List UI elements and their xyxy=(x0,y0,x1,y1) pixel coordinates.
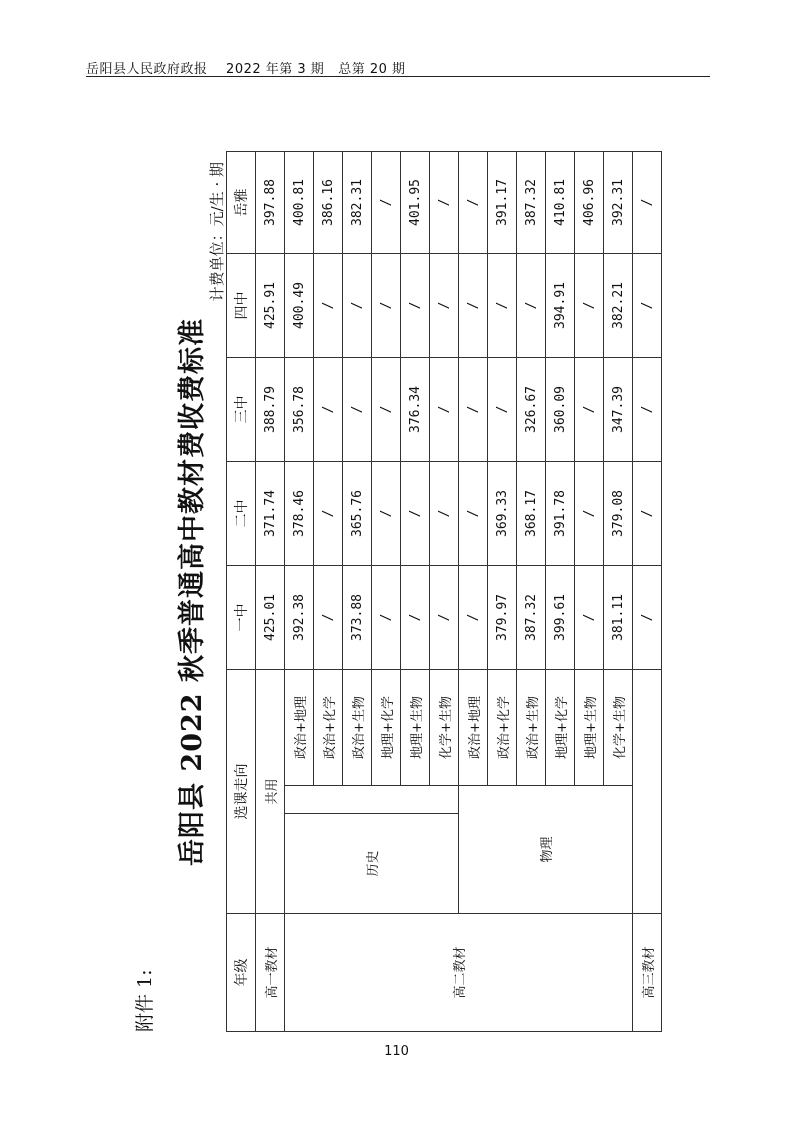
fee-cell: / xyxy=(343,253,372,357)
header-school: 一中 xyxy=(227,565,256,669)
fee-table xyxy=(226,151,662,1032)
fee-cell: 382.31 xyxy=(343,151,372,253)
direction-cell: 地理+生物 xyxy=(575,669,604,785)
fee-cell: 399.61 xyxy=(546,565,575,669)
publication-name: 岳阳县人民政府政报 xyxy=(86,62,208,77)
fee-cell: / xyxy=(314,357,343,461)
fee-cell: 368.17 xyxy=(517,461,546,565)
rotated-content xyxy=(130,152,657,1032)
table-row xyxy=(285,151,314,1031)
page-number: 110 xyxy=(384,1044,409,1059)
fee-cell: 386.16 xyxy=(314,151,343,253)
fee-cell: 369.33 xyxy=(488,461,517,565)
fee-cell: 425.91 xyxy=(256,253,285,357)
fee-cell: / xyxy=(459,253,488,357)
fee-cell: / xyxy=(430,253,459,357)
fee-cell: / xyxy=(372,357,401,461)
fee-cell: / xyxy=(430,357,459,461)
fee-cell: / xyxy=(575,253,604,357)
fee-cell: 391.78 xyxy=(546,461,575,565)
page-header xyxy=(86,58,710,77)
fee-cell: / xyxy=(488,357,517,461)
fee-cell: / xyxy=(633,253,662,357)
fee-cell: 326.67 xyxy=(517,357,546,461)
fee-cell: 400.49 xyxy=(285,253,314,357)
subject-group-label: 物理 xyxy=(459,786,633,914)
fee-cell: / xyxy=(401,461,430,565)
fee-cell: / xyxy=(401,253,430,357)
direction-cell xyxy=(633,669,662,913)
table-row xyxy=(633,151,662,1031)
table-row xyxy=(256,151,285,1031)
fee-cell: / xyxy=(372,151,401,253)
fee-cell: / xyxy=(633,357,662,461)
fee-cell: 400.81 xyxy=(285,151,314,253)
fee-cell: / xyxy=(430,565,459,669)
fee-cell: / xyxy=(633,565,662,669)
fee-cell: / xyxy=(314,253,343,357)
table-row xyxy=(459,151,488,1031)
fee-cell: 401.95 xyxy=(401,151,430,253)
header-grade: 年级 xyxy=(227,914,256,1032)
total-issue-number: 总第 20 期 xyxy=(338,62,406,77)
grade-label: 高三教材 xyxy=(633,914,662,1032)
fee-cell: 373.88 xyxy=(343,565,372,669)
fee-cell: 360.09 xyxy=(546,357,575,461)
fee-cell: / xyxy=(314,565,343,669)
direction-cell: 地理+化学 xyxy=(546,669,575,785)
header-school: 三中 xyxy=(227,357,256,461)
header-school: 岳雅 xyxy=(227,151,256,253)
header-school: 二中 xyxy=(227,461,256,565)
direction-cell: 共用 xyxy=(256,669,285,913)
direction-cell: 化学+生物 xyxy=(430,669,459,785)
fee-cell: / xyxy=(459,357,488,461)
fee-cell: / xyxy=(517,253,546,357)
direction-cell: 化学+生物 xyxy=(604,669,633,785)
fee-cell: 356.78 xyxy=(285,357,314,461)
fee-cell: 379.97 xyxy=(488,565,517,669)
direction-cell: 政治+生物 xyxy=(343,669,372,785)
fee-cell: 388.79 xyxy=(256,357,285,461)
fee-cell: / xyxy=(575,357,604,461)
fee-cell: / xyxy=(401,565,430,669)
fee-cell: / xyxy=(575,565,604,669)
fee-cell: 347.39 xyxy=(604,357,633,461)
fee-cell: 394.91 xyxy=(546,253,575,357)
fee-cell: 397.88 xyxy=(256,151,285,253)
unit-note: 计费单位：元/生 · 期 xyxy=(208,162,226,302)
subject-group-label: 历史 xyxy=(285,814,459,914)
fee-cell: / xyxy=(459,565,488,669)
fee-cell: / xyxy=(633,461,662,565)
fee-cell: 391.17 xyxy=(488,151,517,253)
spacer-cell xyxy=(285,786,459,814)
fee-cell: 382.21 xyxy=(604,253,633,357)
direction-cell: 政治+生物 xyxy=(517,669,546,785)
fee-cell: 376.34 xyxy=(401,357,430,461)
fee-cell: / xyxy=(430,461,459,565)
fee-cell: 392.31 xyxy=(604,151,633,253)
fee-cell: 425.01 xyxy=(256,565,285,669)
fee-cell: 406.96 xyxy=(575,151,604,253)
direction-cell: 政治+化学 xyxy=(314,669,343,785)
fee-cell: / xyxy=(343,357,372,461)
grade-label: 高一教材 xyxy=(256,914,285,1032)
fee-cell: 387.32 xyxy=(517,565,546,669)
fee-cell: / xyxy=(575,461,604,565)
header-school: 四中 xyxy=(227,253,256,357)
document-title: 岳阳县 2022 秋季普通高中教材费收费标准 xyxy=(177,318,208,866)
fee-cell: / xyxy=(372,461,401,565)
fee-cell: 410.81 xyxy=(546,151,575,253)
issue-number: 2022 年第 3 期 xyxy=(226,62,325,77)
fee-cell: / xyxy=(633,151,662,253)
fee-cell: 392.38 xyxy=(285,565,314,669)
fee-cell: / xyxy=(372,565,401,669)
direction-cell: 政治+地理 xyxy=(459,669,488,785)
fee-cell: / xyxy=(372,253,401,357)
direction-cell: 政治+化学 xyxy=(488,669,517,785)
attachment-label: 附件 1: xyxy=(134,969,156,1032)
direction-cell: 政治+地理 xyxy=(285,669,314,785)
grade-label: 高二教材 xyxy=(285,914,633,1032)
fee-cell: 379.08 xyxy=(604,461,633,565)
direction-cell: 地理+化学 xyxy=(372,669,401,785)
fee-cell: 365.76 xyxy=(343,461,372,565)
fee-cell: 387.32 xyxy=(517,151,546,253)
header-direction: 选课走向 xyxy=(227,669,256,913)
fee-cell: 371.74 xyxy=(256,461,285,565)
fee-cell: / xyxy=(459,151,488,253)
fee-cell: / xyxy=(459,461,488,565)
fee-cell: / xyxy=(488,253,517,357)
direction-cell: 地理+生物 xyxy=(401,669,430,785)
fee-cell: / xyxy=(314,461,343,565)
table-header-row xyxy=(227,151,256,1031)
fee-cell: 378.46 xyxy=(285,461,314,565)
fee-cell: / xyxy=(430,151,459,253)
fee-cell: 381.11 xyxy=(604,565,633,669)
